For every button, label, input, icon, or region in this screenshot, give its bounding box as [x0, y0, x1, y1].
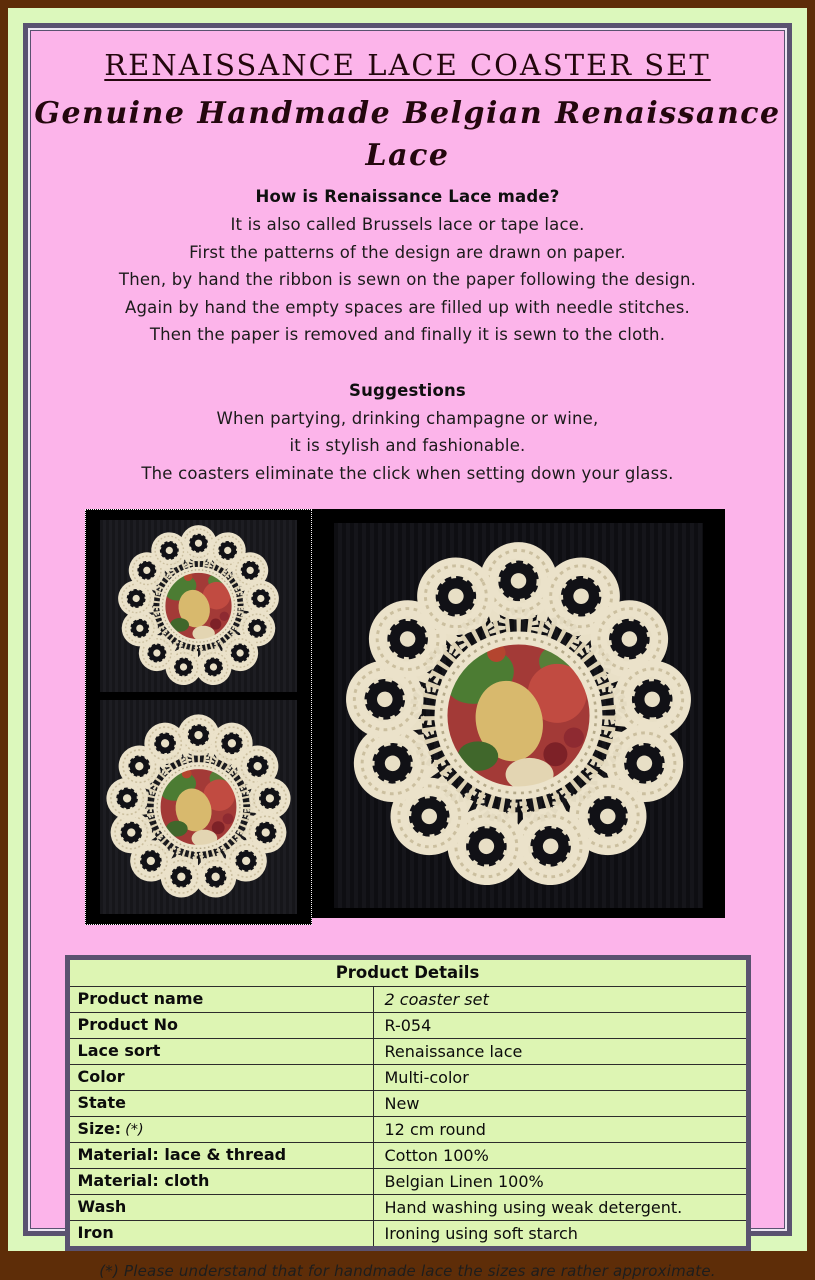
product-gallery — [85, 509, 725, 925]
suggestions-line: it is stylish and fashionable. — [289, 436, 526, 455]
row-value: 2 coaster set — [373, 987, 748, 1013]
listing-content — [31, 31, 784, 1280]
coaster-photo-small-top — [100, 520, 297, 692]
row-label-cell — [67, 1195, 373, 1221]
table-row — [67, 1143, 748, 1169]
row-label-cell — [67, 1091, 373, 1117]
how-made-heading: How is Renaissance Lace made? — [255, 187, 560, 206]
row-label: Wash — [77, 1197, 127, 1216]
row-label-cell — [67, 1039, 373, 1065]
row-label: State — [77, 1093, 126, 1112]
suggestions-line: When partying, drinking champagne or wine, — [216, 408, 599, 428]
page-title: RENAISSANCE LACE COASTER SET — [104, 48, 711, 82]
coaster-photo-large — [334, 523, 703, 908]
suggestions-section — [31, 377, 784, 488]
row-label-cell — [67, 1117, 373, 1143]
row-label-cell — [67, 1221, 373, 1249]
table-title: Product Details — [67, 958, 748, 987]
row-label: Product name — [77, 989, 204, 1008]
row-label-cell — [67, 987, 373, 1013]
row-value: 12 cm round — [373, 1117, 748, 1143]
size-footnote: (*) Please understand that for handmade lace the sizes are rather approximate. — [99, 1262, 716, 1280]
how-made-line: First the patterns of the design are drawn on paper. — [189, 242, 626, 262]
row-label: Material: lace & thread — [77, 1145, 287, 1164]
row-label: Color — [77, 1067, 125, 1086]
row-value: Hand washing using weak detergent. — [373, 1195, 748, 1221]
how-made-section — [31, 183, 784, 349]
row-label-cell — [67, 1169, 373, 1195]
row-label: Iron — [77, 1223, 114, 1242]
how-made-line: Then, by hand the ribbon is sewn on the paper following the design. — [118, 270, 697, 289]
table-row — [67, 1039, 748, 1065]
row-value: Cotton 100% — [373, 1143, 748, 1169]
row-value: Multi-color — [373, 1065, 748, 1091]
row-value: Belgian Linen 100% — [373, 1169, 748, 1195]
page-subtitle: Genuine Handmade Belgian Renaissance Lace — [34, 96, 781, 173]
table-row — [67, 1065, 748, 1091]
row-label-cell — [67, 1013, 373, 1039]
row-label: Product No — [77, 1015, 179, 1034]
lace-doily-graphic — [100, 700, 297, 914]
how-made-line: Then the paper is removed and finally it is sewn to the cloth. — [149, 325, 666, 344]
row-value: Renaissance lace — [373, 1039, 748, 1065]
table-row — [67, 1195, 748, 1221]
gallery-right-column — [312, 509, 725, 918]
lace-doily-graphic — [334, 523, 703, 908]
table-row — [67, 1221, 748, 1249]
row-label-suffix: (*) — [125, 1122, 144, 1138]
row-value: Ironing using soft starch — [373, 1221, 748, 1249]
suggestions-line: The coasters eliminate the click when setting down your glass. — [141, 463, 674, 483]
row-label: Size: — [77, 1119, 122, 1138]
pink-panel — [30, 30, 785, 1280]
product-details-table — [65, 955, 751, 1251]
suggestions-heading: Suggestions — [349, 380, 466, 400]
table-row — [67, 1117, 748, 1143]
green-mat — [8, 8, 807, 1280]
row-label-cell — [67, 1065, 373, 1091]
table-row — [67, 1169, 748, 1195]
coaster-photo-small-bottom — [100, 700, 297, 914]
row-label: Material: cloth — [77, 1171, 210, 1190]
row-label: Lace sort — [77, 1041, 161, 1060]
table-header-row — [67, 958, 748, 987]
purple-frame — [23, 23, 792, 1280]
row-label-cell — [67, 1143, 373, 1169]
row-value: New — [373, 1091, 748, 1117]
gallery-left-column — [85, 509, 312, 925]
lace-doily-graphic — [100, 520, 297, 692]
table-row — [67, 987, 748, 1013]
how-made-line: Again by hand the empty spaces are filled up with needle stitches. — [125, 297, 690, 317]
how-made-line: It is also called Brussels lace or tape lace. — [230, 215, 585, 234]
table-row — [67, 1091, 748, 1117]
row-value: R-054 — [373, 1013, 748, 1039]
table-row — [67, 1013, 748, 1039]
